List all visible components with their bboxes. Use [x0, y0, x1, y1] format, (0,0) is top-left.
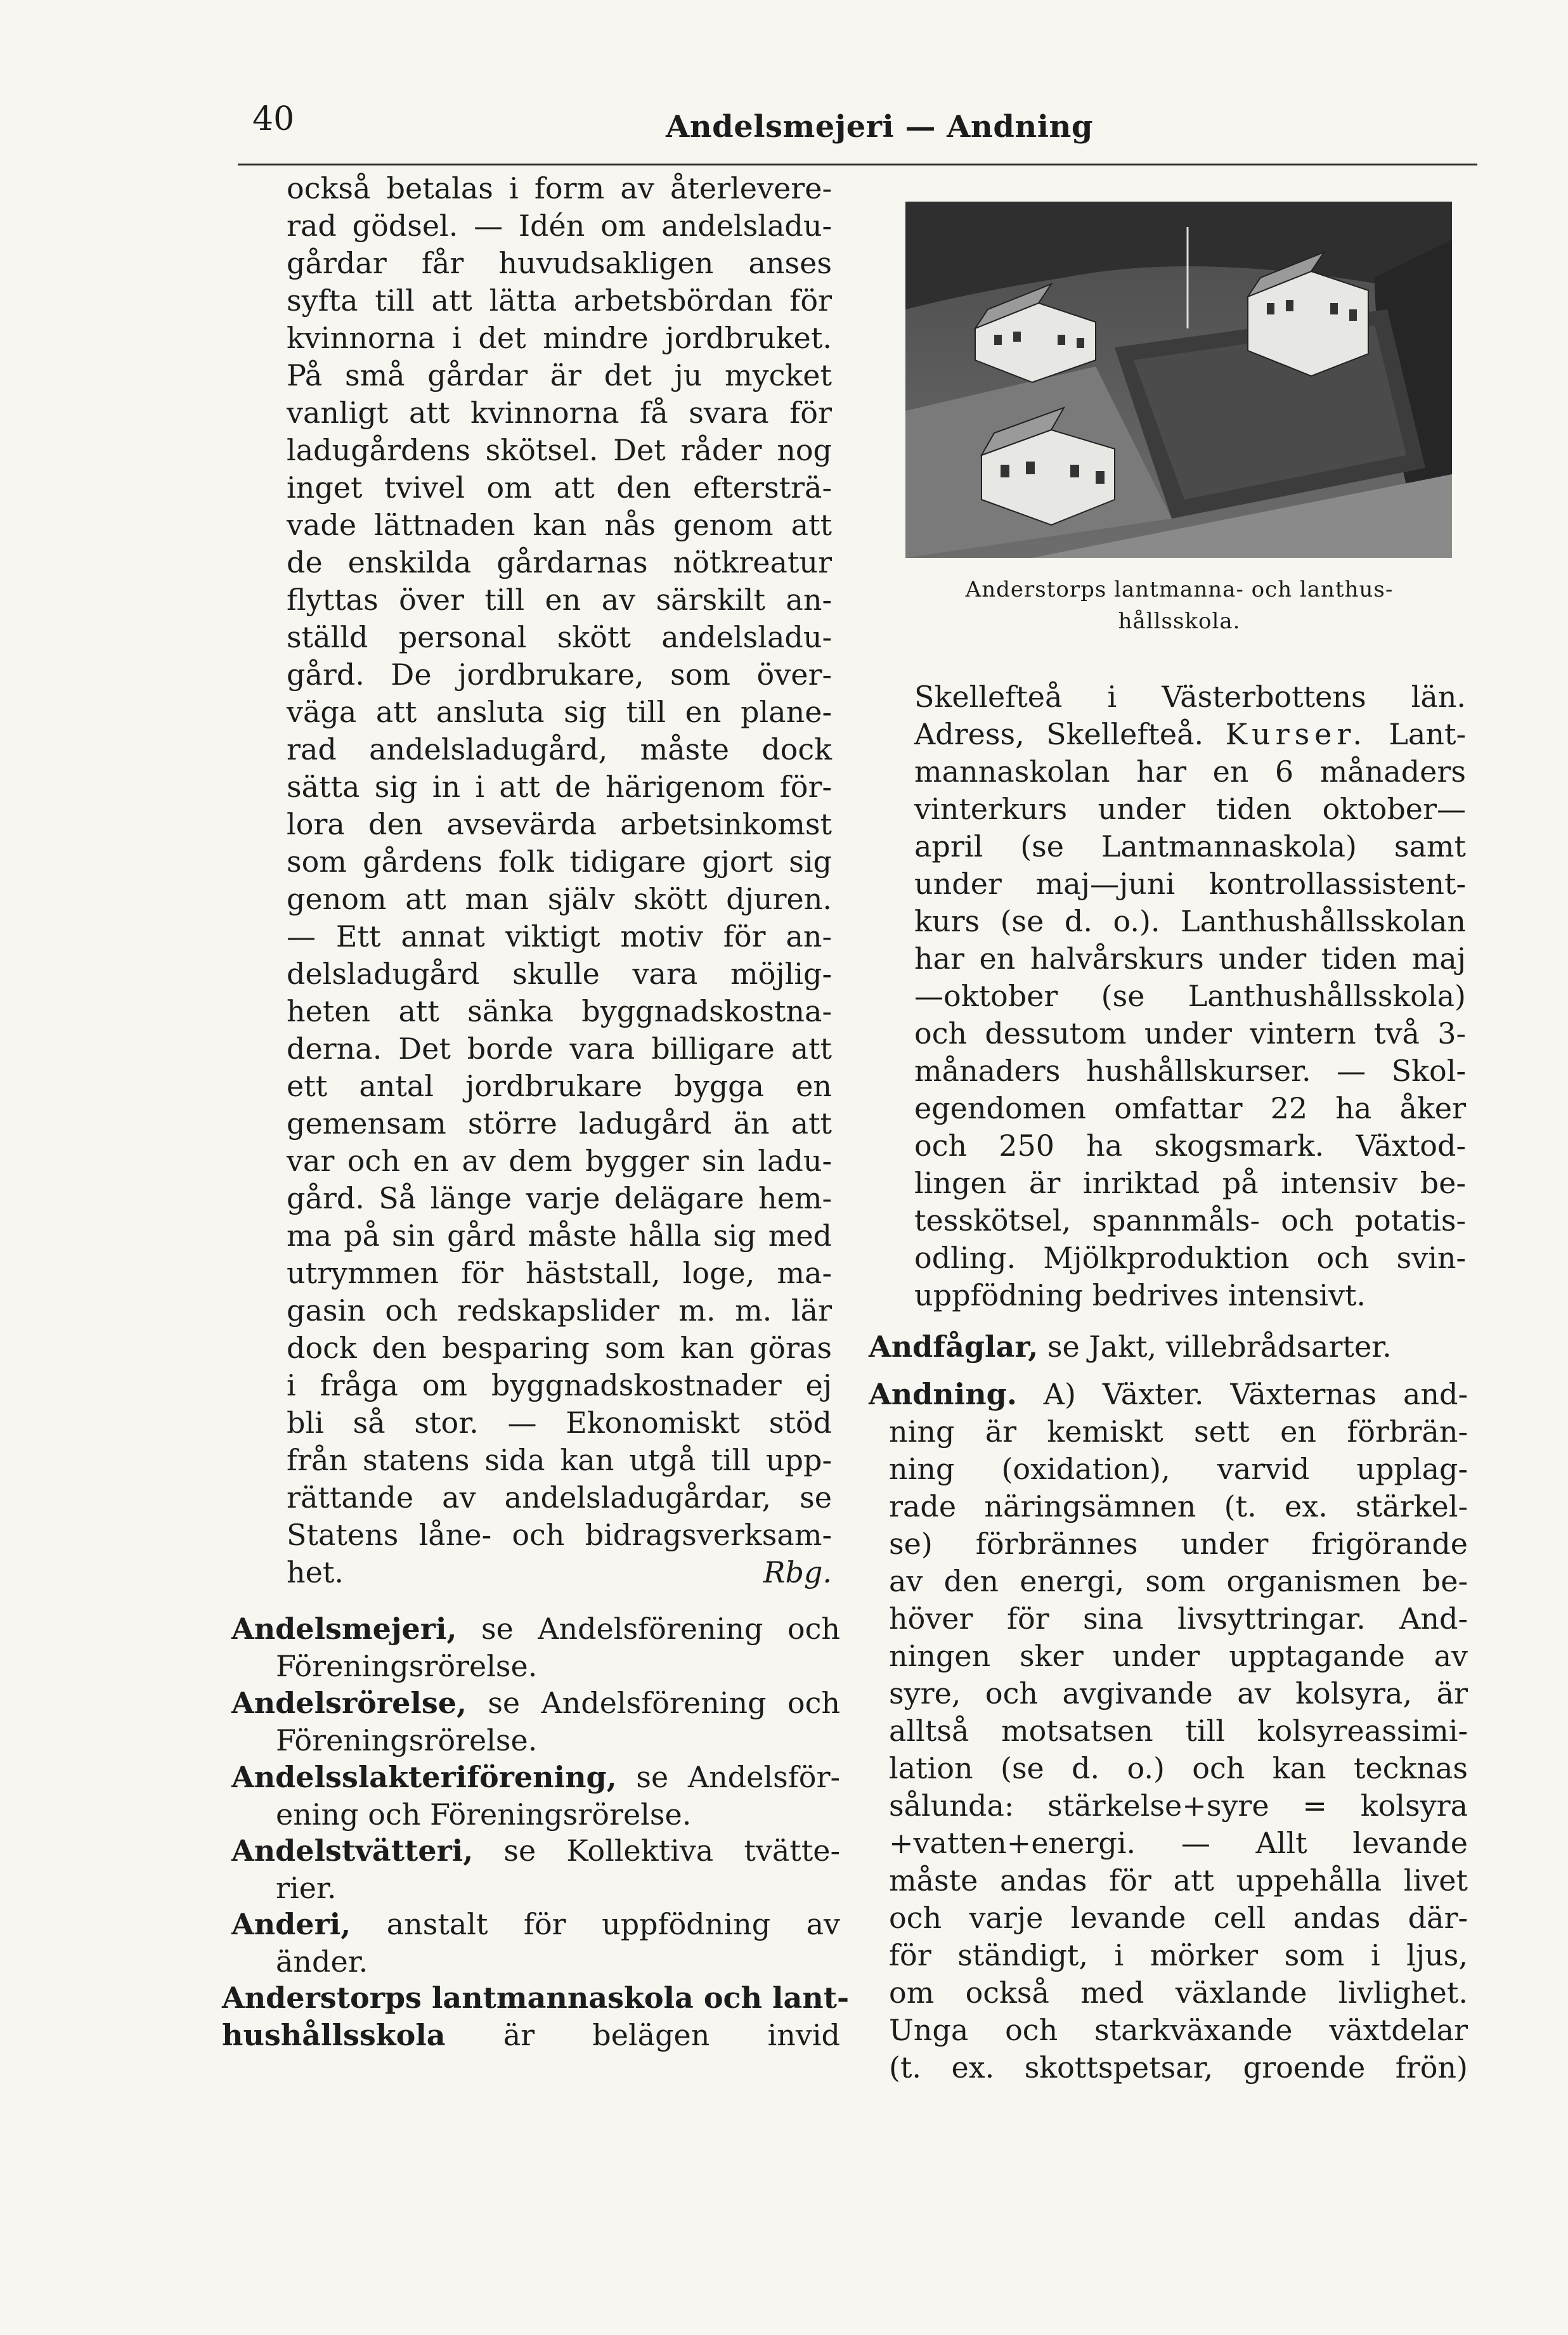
anderstorps-line: och 250 ha skogsmark. Växtod-	[914, 1129, 1466, 1163]
anderstorps-lemma-cont: hushållsskola	[222, 2018, 446, 2052]
andfaglar-lemma: Andfåglar,	[869, 1329, 1039, 1364]
entry-continuation-line: Föreningsrörelse.	[276, 1723, 538, 1757]
article-line: gemensam större ladugård än att	[287, 1106, 832, 1141]
anderstorps-line: månaders hushållskurser. — Skol-	[914, 1054, 1466, 1088]
andning-line: se) förbrännes under frigörande	[889, 1527, 1468, 1561]
anderstorps-first-line	[222, 1979, 850, 2017]
anderstorps-lemma: Anderstorps lantmannaskola och lant-	[222, 1981, 850, 2015]
entry-continuation-line: Föreningsrörelse.	[276, 1649, 538, 1683]
entry-lemma: Andelsslakteriförening,	[231, 1760, 617, 1794]
article-line: gårdar får huvudsakligen anses	[287, 246, 832, 280]
article-last-word: het.	[287, 1555, 344, 1589]
article-line: lora den avsevärda arbetsinkomst	[287, 807, 832, 841]
andning-line: sålunda: stärkelse+syre = kolsyra	[889, 1788, 1468, 1823]
andning-text: A) Växter. Växternas and-	[1016, 1377, 1468, 1411]
anderstorps-line: mannaskolan har en 6 månaders	[914, 754, 1466, 789]
andning-line: måste andas för att uppehålla livet	[889, 1863, 1468, 1898]
article-line: vade lättnaden kan nås genom att	[287, 508, 832, 542]
article-line: dock den besparing som kan göras	[287, 1331, 832, 1365]
article-line: ma på sin gård måste hålla sig med	[287, 1219, 832, 1253]
adress-line	[914, 716, 1466, 753]
cross-reference-entry	[231, 1759, 840, 1834]
andning-first-line	[869, 1376, 1468, 1413]
cross-reference-entry	[231, 1906, 840, 1981]
entry-lemma: Andelsrörelse,	[231, 1686, 467, 1720]
article-line: rättande av andelsladugårdar, se	[287, 1480, 832, 1515]
article-line: ladugårdens skötsel. Det råder nog	[287, 433, 832, 467]
entry-continuation-line: änder.	[276, 1944, 368, 1979]
anderstorps-text: är belägen invid	[445, 2018, 840, 2052]
article-line: gård. De jordbrukare, som över-	[287, 657, 832, 692]
anderstorps-line: —oktober (se Lanthushållsskola)	[914, 979, 1466, 1013]
article-line: i fråga om byggnadskostnader ej	[287, 1368, 832, 1402]
entry-first-line	[231, 1759, 840, 1796]
anderstorps-line: april (se Lantmannaskola) samt	[914, 829, 1466, 863]
andning-line: (t. ex. skottspetsar, groende frön)	[889, 2050, 1468, 2085]
header-rule	[238, 164, 1477, 165]
entry-continuation-line: ening och Föreningsrörelse.	[276, 1797, 692, 1832]
author-signature: Rbg.	[763, 1555, 832, 1589]
caption-line-1: Anderstorps lantmanna- och lanthus-	[965, 577, 1394, 602]
article-line: var och en av dem bygger sin ladu-	[287, 1144, 832, 1178]
anderstorps-line: har en halvårskurs under tiden maj	[914, 941, 1466, 976]
article-line: Statens låne- och bidragsverksam-	[287, 1518, 832, 1552]
article-line: rad andelsladugård, måste dock	[287, 732, 832, 766]
article-line: också betalas i form av återlevere-	[287, 171, 832, 205]
anderstorps-line: Skellefteå i Västerbottens län.	[914, 680, 1466, 714]
article-line: delsladugård skulle vara möjlig-	[287, 957, 832, 991]
andning-lemma: Andning.	[869, 1377, 1017, 1411]
anderstorps-article-body	[914, 678, 1466, 1314]
article-line: — Ett annat viktigt motiv för an-	[287, 919, 832, 954]
andfaglar-text: se Jakt, villebrådsarter.	[1038, 1329, 1392, 1364]
entry-text: anstalt för uppfödning av	[351, 1907, 840, 1941]
adress-text: Adress, Skellefteå.	[914, 717, 1226, 751]
article-line: sätta sig in i att de härigenom för-	[287, 770, 832, 804]
anderstorps-line: egendomen omfattar 22 ha åker	[914, 1091, 1466, 1125]
entry-first-line	[231, 1906, 840, 1943]
article-line: som gårdens folk tidigare gjort sig	[287, 844, 832, 879]
running-head: Andelsmejeri — Andning	[666, 109, 1093, 145]
andning-line: +vatten+energi. — Allt levande	[889, 1826, 1468, 1860]
caption-line-2: hållsskola.	[1118, 609, 1241, 634]
entry-first-line	[231, 1832, 840, 1870]
anderstorps-line: lingen är inriktad på intensiv be-	[914, 1166, 1466, 1200]
article-line: genom att man själv skött djuren.	[287, 882, 832, 916]
anderstorps-line: och dessutom under vintern två 3-	[914, 1016, 1466, 1051]
entry-first-line	[231, 1610, 840, 1648]
andning-line: för ständigt, i mörker som i ljus,	[889, 1938, 1468, 1972]
cross-reference-entry	[231, 1832, 840, 1907]
andning-line: ning (oxidation), varvid upplag-	[889, 1452, 1468, 1486]
adress-suffix: Lant-	[1366, 717, 1466, 751]
entry-lemma: Andelstvätteri,	[231, 1834, 474, 1868]
entry-lemma: Andelsmejeri,	[231, 1612, 457, 1646]
article-line: kvinnorna i det mindre jordbruket.	[287, 321, 832, 355]
anderstorps-line: odling. Mjölkproduktion och svin-	[914, 1241, 1466, 1275]
andfaglar-line	[869, 1328, 1468, 1366]
andning-entry	[869, 1376, 1468, 2086]
andelsladugard-article-body	[287, 170, 832, 1591]
anderstorps-second-line	[222, 2017, 840, 2054]
school-aerial-photo	[905, 202, 1452, 558]
entry-text: se Kollektiva tvätte-	[473, 1834, 840, 1868]
andning-line: lation (se d. o.) och kan tecknas	[889, 1751, 1468, 1785]
page-number: 40	[252, 100, 295, 138]
article-line: utrymmen för häststall, loge, ma-	[287, 1256, 832, 1290]
entry-lemma: Anderi,	[231, 1907, 351, 1941]
andning-line: höver för sina livsyttringar. And-	[889, 1601, 1468, 1636]
entry-text: se Andelsförening och	[467, 1686, 840, 1720]
kurser-heading: Kurser.	[1225, 717, 1367, 751]
entry-text: se Andelsförening och	[457, 1612, 840, 1646]
anderstorps-line: vinterkurs under tiden oktober—	[914, 792, 1466, 826]
article-line: heten att sänka byggnadskostna-	[287, 994, 832, 1028]
article-line: inget tvivel om att den eftersträ-	[287, 470, 832, 505]
anderstorps-line: under maj—juni kontrollassistent-	[914, 867, 1466, 901]
article-line: På små gårdar är det ju mycket	[287, 358, 832, 392]
andning-line: syre, och avgivande av kolsyra, är	[889, 1676, 1468, 1711]
andning-line: och varje levande cell andas där-	[889, 1901, 1468, 1935]
anderstorps-line: kurs (se d. o.). Lanthushållsskolan	[914, 904, 1466, 938]
andning-line: ning är kemiskt sett en förbrän-	[889, 1414, 1468, 1449]
article-line: ställd personal skött andelsladu-	[287, 620, 832, 654]
anderstorps-line: tesskötsel, spannmåls- och potatis-	[914, 1203, 1466, 1238]
andfaglar-entry	[869, 1328, 1468, 1366]
article-line: flyttas över till en av särskilt an-	[287, 583, 832, 617]
article-line: rad gödsel. — Idén om andelsladu-	[287, 209, 832, 243]
article-line: gård. Så länge varje delägare hem-	[287, 1181, 832, 1215]
article-last-line	[287, 1554, 832, 1591]
article-line: bli så stor. — Ekonomiskt stöd	[287, 1406, 832, 1440]
anderstorps-entry	[222, 1979, 850, 2054]
andning-line: av den energi, som organismen be-	[889, 1564, 1468, 1598]
article-line: derna. Det borde vara billigare att	[287, 1032, 832, 1066]
andning-line: Unga och starkväxande växtdelar	[889, 2013, 1468, 2047]
article-line: från statens sida kan utgå till upp-	[287, 1443, 832, 1477]
entry-continuation-line: rier.	[276, 1871, 337, 1905]
cross-reference-entry	[231, 1685, 840, 1759]
andning-line: alltså motsatsen till kolsyreassimi-	[889, 1714, 1468, 1748]
article-line: vanligt att kvinnorna få svara för	[287, 396, 832, 430]
article-line: väga att ansluta sig till en plane-	[287, 695, 832, 729]
article-line: syfta till att lätta arbetsbördan för	[287, 283, 832, 318]
entry-first-line	[231, 1685, 840, 1722]
article-line: ett antal jordbrukare bygga en	[287, 1069, 832, 1103]
cross-reference-entry	[231, 1610, 840, 1685]
andning-line: rade näringsämnen (t. ex. stärkel-	[889, 1489, 1468, 1523]
article-line: gasin och redskapslider m. m. lär	[287, 1293, 832, 1328]
anderstorps-line: uppfödning bedrives intensivt.	[914, 1278, 1366, 1312]
andning-line: om också med växlande livlighet.	[889, 1976, 1468, 2010]
entry-text: se Andelsför-	[616, 1760, 840, 1794]
school-photo-illustration	[905, 202, 1452, 558]
andning-line: ningen sker under upptagande av	[889, 1639, 1468, 1673]
photo-caption	[900, 574, 1458, 637]
article-line: de enskilda gårdarnas nötkreatur	[287, 545, 832, 579]
